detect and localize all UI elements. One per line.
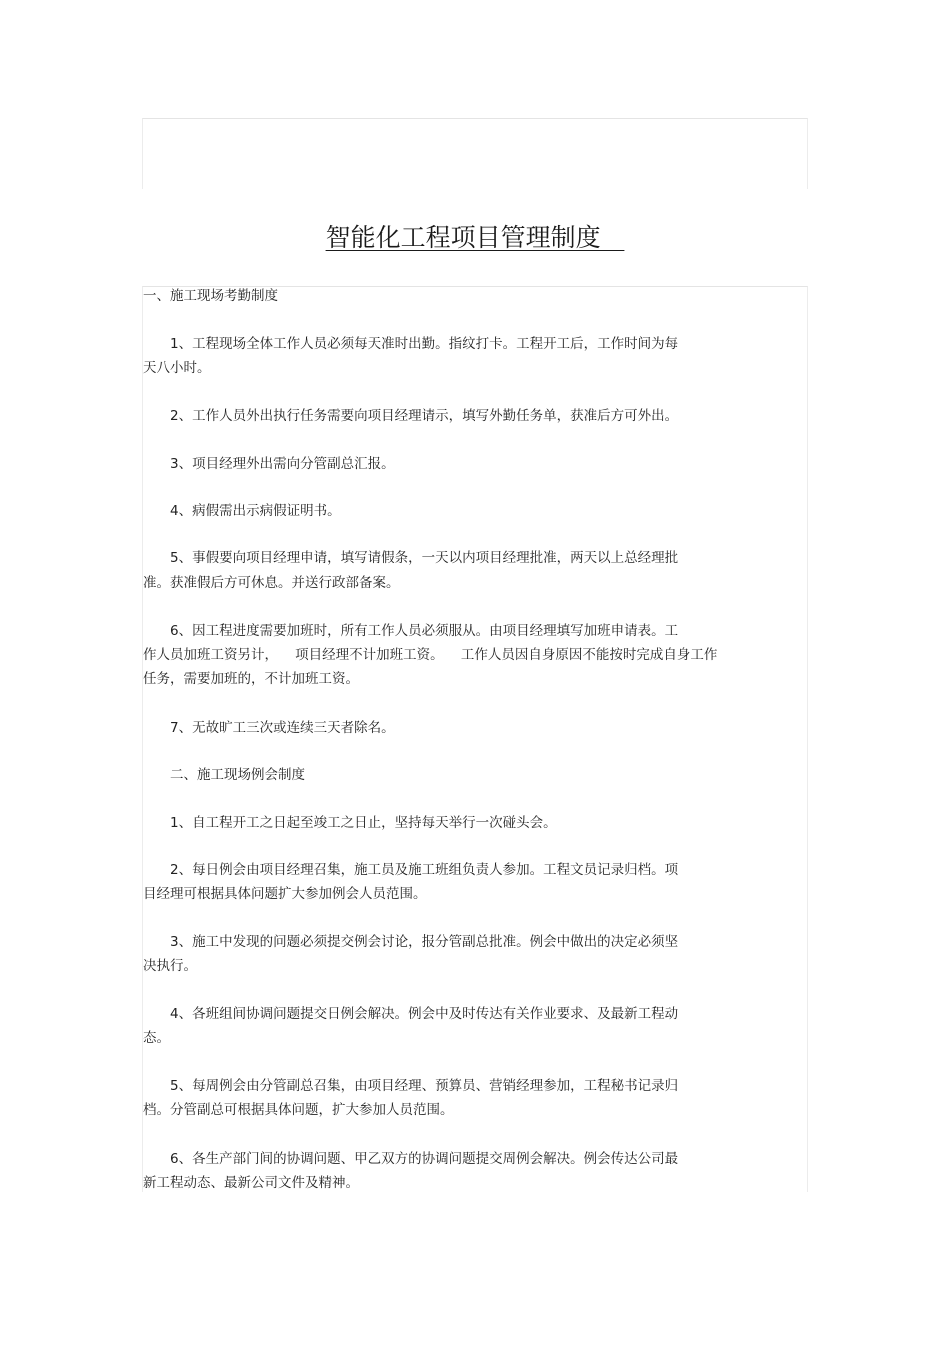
paragraph-line: 作人员加班工资另计， 项目经理不计加班工资。 工作人员因自身原因不能按时完成自身工作: [143, 647, 718, 663]
paragraph-line: 任务，需要加班的，不计加班工资。: [143, 671, 359, 687]
paragraph-line: 天八小时。: [143, 360, 211, 376]
page-frame-top: [142, 118, 808, 189]
paragraph-line: 5、每周例会由分管副总召集，由项目经理、预算员、营销经理参加，工程秘书记录归: [170, 1078, 679, 1094]
paragraph-line: 7、无故旷工三次或连续三天者除名。: [170, 720, 395, 736]
paragraph-line: 6、各生产部门间的协调问题、甲乙双方的协调问题提交周例会解决。例会传达公司最: [170, 1151, 679, 1167]
paragraph-line: 档。分管副总可根据具体问题，扩大参加人员范围。: [143, 1102, 454, 1118]
paragraph-line: 5、事假要向项目经理申请，填写请假条，一天以内项目经理批准，两天以上总经理批: [170, 550, 679, 566]
paragraph-line: 1、工程现场全体工作人员必须每天准时出勤。指纹打卡。工程开工后，工作时间为每: [170, 336, 679, 352]
paragraph-line: 态。: [143, 1030, 170, 1046]
paragraph-line: 2、工作人员外出执行任务需要向项目经理请示，填写外勤任务单，获准后方可外出。: [170, 408, 679, 424]
paragraph-line: 3、施工中发现的问题必须提交例会讨论，报分管副总批准。例会中做出的决定必须坚: [170, 934, 679, 950]
paragraph-line: 3、项目经理外出需向分管副总汇报。: [170, 456, 395, 472]
paragraph-line: 4、病假需出示病假证明书。: [170, 503, 341, 519]
paragraph-line: 6、因工程进度需要加班时，所有工作人员必须服从。由项目经理填写加班申请表。工: [170, 623, 679, 639]
paragraph-line: 目经理可根据具体问题扩大参加例会人员范围。: [143, 886, 427, 902]
paragraph-line: 2、每日例会由项目经理召集，施工员及施工班组负责人参加。工程文员记录归档。项: [170, 862, 679, 878]
paragraph-line: 4、各班组间协调问题提交日例会解决。例会中及时传达有关作业要求、及最新工程动: [170, 1006, 679, 1022]
paragraph-line: 准。获准假后方可休息。并送行政部备案。: [143, 575, 400, 591]
paragraph-line: 决执行。: [143, 958, 197, 974]
paragraph-line: 新工程动态、最新公司文件及精神。: [143, 1175, 359, 1191]
document-title: 智能化工程项目管理制度: [325, 223, 625, 252]
paragraph-line: 1、自工程开工之日起至竣工之日止，坚持每天举行一次碰头会。: [170, 815, 557, 831]
section-heading-meetings: 二、施工现场例会制度: [170, 767, 305, 783]
section-heading-attendance: 一、施工现场考勤制度: [143, 288, 278, 304]
